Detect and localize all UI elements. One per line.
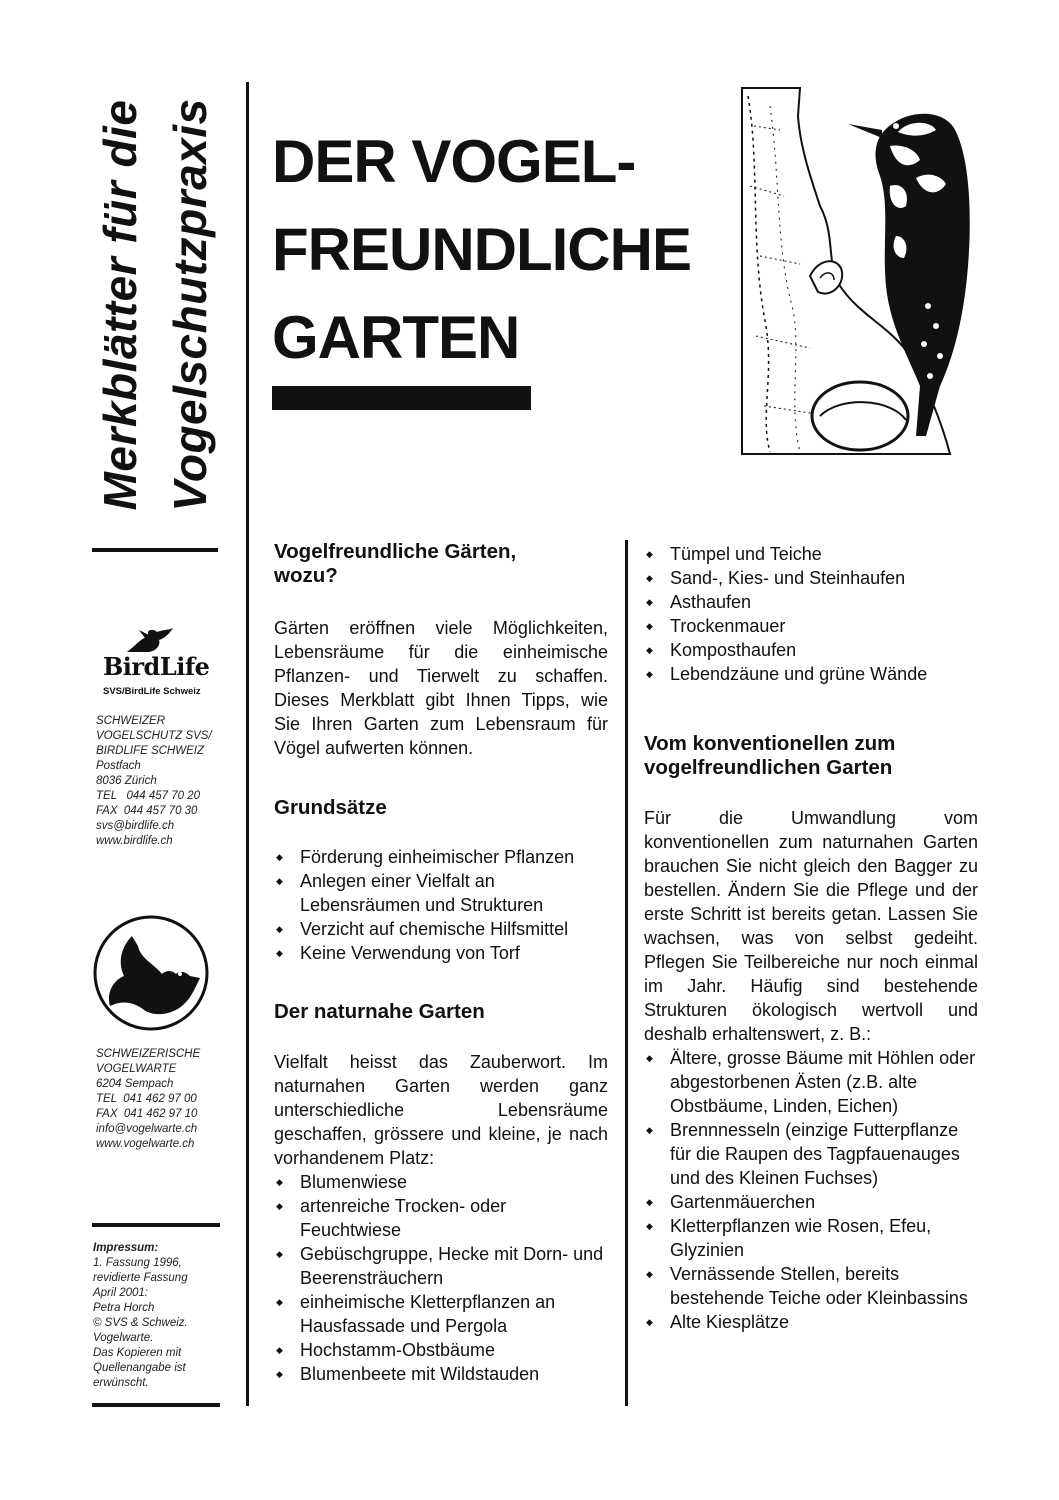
list-item: ◆ einheimische Kletterpflanzen an Hausfassade und Pergola — [274, 1290, 608, 1338]
list-item: ◆ Gebüschgruppe, Hecke mit Dorn- und Beerensträuchern — [274, 1242, 608, 1290]
title-line1: DER VOGEL- — [272, 128, 636, 195]
impressum-title: Impressum: — [93, 1242, 159, 1254]
address-line: 8036 Zürich — [96, 775, 157, 787]
impressum-divider-top — [92, 1223, 220, 1227]
address-phone: TEL 041 462 97 00 — [96, 1093, 197, 1105]
birdlife-wordmark: BirdLife — [103, 652, 210, 681]
address-fax: FAX 044 457 70 30 — [96, 805, 198, 817]
habitat-list-continued — [644, 542, 978, 686]
impressum-line: Das Kopieren mit — [93, 1347, 182, 1359]
paragraph-intro: Gärten eröffnen viele Möglichkeiten, Lebensräume für die einheimische Pflanzen- und Tierwelt zu schaffen. Dieses Merkblatt gibt Ihnen Tipps, wie Sie Ihren Garten zum Lebensraum für Vögel aufwerten können. — [274, 618, 608, 758]
right-column — [644, 542, 978, 1334]
impressum-line: April 2001: — [93, 1287, 148, 1299]
list-item: ◆ artenreiche Trocken- oder Feuchtwiese — [274, 1194, 608, 1242]
section-heading-conversion — [644, 732, 978, 780]
list-item: ◆ Lebendzäune und grüne Wände — [644, 662, 978, 686]
series-title — [80, 80, 230, 530]
list-item: ◆ Gartenmäuerchen — [644, 1190, 978, 1214]
address-line: Postfach — [96, 760, 141, 772]
left-column — [274, 540, 608, 1386]
impressum — [93, 1241, 188, 1391]
divider-left — [92, 548, 218, 552]
address-line: BIRDLIFE SCHWEIZ — [96, 745, 204, 757]
principles-list — [274, 845, 608, 965]
address-fax: FAX 041 462 97 10 — [96, 1108, 198, 1120]
birdlife-subline: SVS/BirdLife Schweiz — [103, 686, 201, 697]
list-item: ◆ Keine Verwendung von Torf — [274, 941, 608, 965]
impressum-line: revidierte Fassung — [93, 1272, 188, 1284]
list-item: ◆ Anlegen einer Vielfalt an Lebensräumen und Strukturen — [274, 869, 608, 917]
divider-vertical-columns — [625, 540, 628, 1406]
impressum-line: Quellenangabe ist — [93, 1362, 186, 1374]
paragraph-natural-garden: Vielfalt heisst das Zauberwort. Im naturnahen Garten werden ganz unterschiedliche Lebensräume geschaffen, grössere und kleine, je nach vorhandenem Platz: — [274, 1052, 608, 1168]
impressum-divider-bottom — [92, 1403, 220, 1407]
impressum-line: erwünscht. — [93, 1377, 149, 1389]
habitat-list — [274, 1170, 608, 1386]
address-line: SCHWEIZER — [96, 715, 165, 727]
list-item: ◆ Tümpel und Teiche — [644, 542, 978, 566]
list-item: ◆ Asthaufen — [644, 590, 978, 614]
list-item: ◆ Förderung einheimischer Pflanzen — [274, 845, 608, 869]
address-line: VOGELSCHUTZ SVS/ — [96, 730, 212, 742]
divider-vertical-main — [246, 82, 249, 1406]
address-website[interactable]: www.vogelwarte.ch — [96, 1138, 195, 1150]
address-line: SCHWEIZERISCHE — [96, 1048, 201, 1060]
series-title-line2: Vogelschutzpraxis — [164, 98, 216, 512]
title-line2: FREUNDLICHE — [272, 216, 691, 283]
heading-line: Vogelfreundliche Gärten, — [274, 540, 517, 563]
birdlife-address — [96, 714, 212, 849]
impressum-line: © SVS & Schweiz. — [93, 1317, 188, 1329]
valuable-structures-list — [644, 1046, 978, 1334]
list-item: ◆ Kletterpflanzen wie Rosen, Efeu, Glyzinien — [644, 1214, 978, 1262]
list-item: ◆ Verzicht auf chemische Hilfsmittel — [274, 917, 608, 941]
list-item: ◆ Brennnesseln (einzige Futterpflanze für die Raupen des Tagpfauenauges und des Kleinen Fuchses) — [644, 1118, 978, 1190]
paragraph-conversion: Für die Umwandlung vom konventionellen zum naturnahen Garten brauchen Sie nicht gleich den Bagger zu bestellen. Ändern Sie die Pflege und der erste Schritt ist bereits getan. Lassen Sie wachsen, was von selbst gedeiht. Pflegen Sie Teilbereiche nur noch einmal im Jahr. Häufig sind bestehende Strukturen ökologisch wertvoll und deshalb erhaltenswert, z. B.: — [644, 808, 978, 1044]
section-heading-natural-garden: Der naturnahe Garten — [274, 1000, 485, 1023]
heading-line: wozu? — [274, 564, 338, 587]
vogelwarte-address — [96, 1047, 200, 1152]
section-heading-why — [274, 540, 608, 588]
address-line: VOGELWARTE — [96, 1063, 177, 1075]
list-item: ◆ Ältere, grosse Bäume mit Höhlen oder abgestorbenen Ästen (z.B. alte Obstbäume, Linden, Eichen) — [644, 1046, 978, 1118]
section-heading-principles: Grundsätze — [274, 796, 387, 819]
heading-line: vogelfreundlichen Garten — [644, 756, 893, 779]
vogelwarte-logo — [92, 914, 210, 1032]
list-item: ◆ Vernässende Stellen, bereits bestehende Teiche oder Kleinbassins — [644, 1262, 978, 1310]
list-item: ◆ Hochstamm-Obstbäume — [274, 1338, 608, 1362]
address-line: 6204 Sempach — [96, 1078, 174, 1090]
title-line3: GARTEN — [272, 304, 520, 371]
list-item: ◆ Alte Kiesplätze — [644, 1310, 978, 1334]
list-item: ◆ Trockenmauer — [644, 614, 978, 638]
impressum-line: 1. Fassung 1996, — [93, 1257, 182, 1269]
address-phone: TEL 044 457 70 20 — [96, 790, 201, 802]
title-bar — [272, 386, 531, 410]
list-item: ◆ Komposthaufen — [644, 638, 978, 662]
woodpecker-icon — [740, 86, 972, 456]
impressum-line: Petra Horch — [93, 1302, 155, 1314]
list-item: ◆ Blumenwiese — [274, 1170, 608, 1194]
heading-line: Vom konventionellen zum — [644, 732, 896, 755]
impressum-line: Vogelwarte. — [93, 1332, 154, 1344]
woodpecker-illustration — [740, 86, 972, 456]
list-item: ◆ Sand-, Kies- und Steinhaufen — [644, 566, 978, 590]
address-website[interactable]: www.birdlife.ch — [96, 835, 173, 847]
address-email[interactable]: svs@birdlife.ch — [96, 820, 175, 832]
birdlife-logo — [95, 628, 225, 703]
vogelwarte-bird-icon — [92, 914, 210, 1032]
list-item: ◆ Blumenbeete mit Wildstauden — [274, 1362, 608, 1386]
address-email[interactable]: info@vogelwarte.ch — [96, 1123, 198, 1135]
series-title-line1: Merkblätter für die — [94, 99, 146, 511]
page-title — [272, 118, 691, 382]
